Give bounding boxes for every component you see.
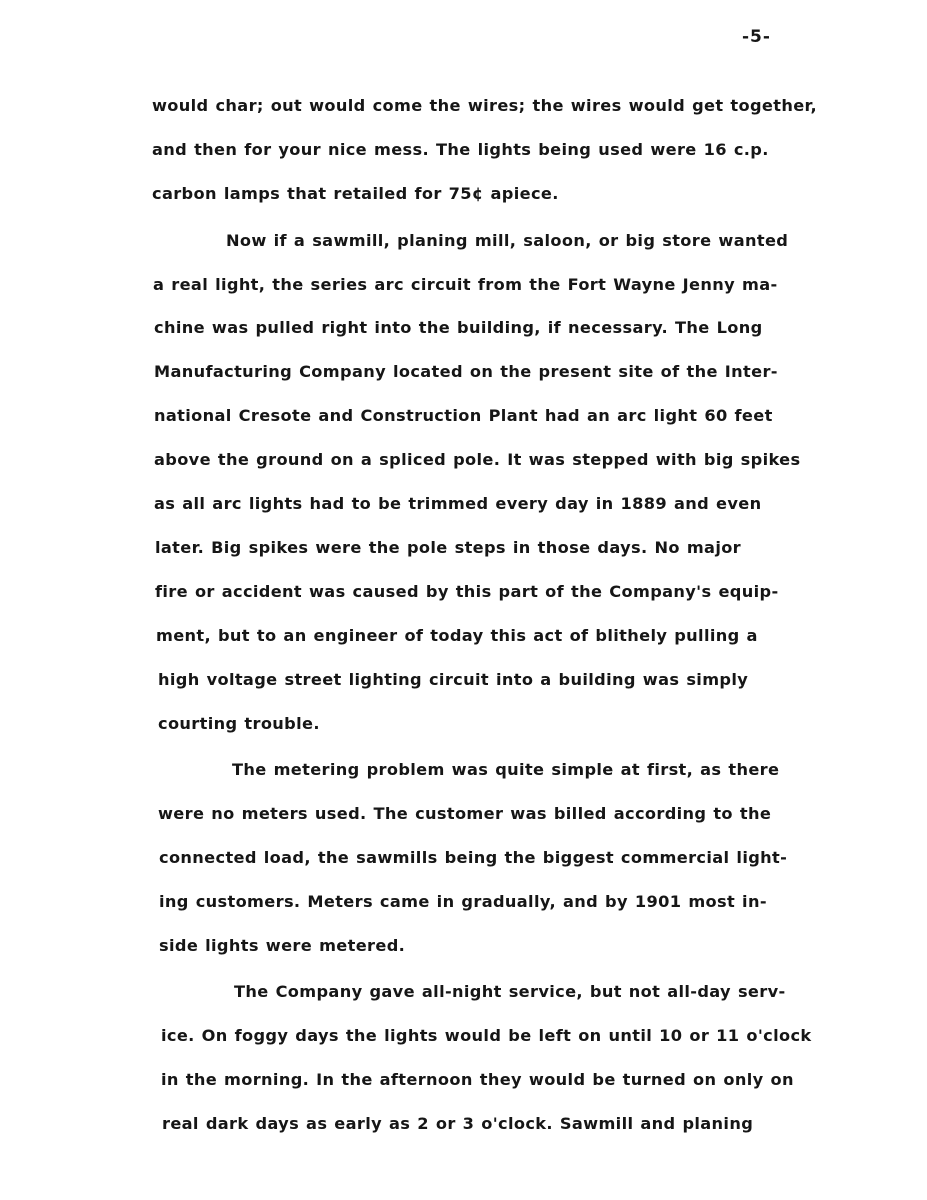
text-line: ment, but to an engineer of today this act of blithely pulling a — [156, 626, 758, 645]
text-line: as all arc lights had to be trimmed every day in 1889 and even — [154, 494, 762, 513]
paragraph-first-line: Now if a sawmill, planing mill, saloon, or big store wanted — [226, 231, 789, 250]
text-line: in the morning. In the afternoon they would be turned on only on — [161, 1070, 794, 1089]
text-line: would char; out would come the wires; the wires would get together, — [152, 96, 817, 115]
text-line: chine was pulled right into the building, if necessary. The Long — [154, 318, 763, 337]
paragraph-first-line: The metering problem was quite simple at first, as there — [232, 760, 780, 779]
text-line: a real light, the series arc circuit from the Fort Wayne Jenny ma- — [153, 275, 778, 294]
text-line: courting trouble. — [158, 714, 320, 733]
text-line: Manufacturing Company located on the present site of the Inter- — [154, 362, 778, 381]
page-number: -5- — [742, 27, 771, 47]
text-line: were no meters used. The customer was billed according to the — [158, 804, 772, 823]
text-line: side lights were metered. — [159, 936, 406, 955]
text-line: real dark days as early as 2 or 3 o'clock. Sawmill and planing — [162, 1114, 754, 1133]
paragraph-first-line: The Company gave all-night service, but not all-day serv- — [234, 982, 786, 1001]
text-line: high voltage street lighting circuit into a building was simply — [158, 670, 749, 689]
text-line: ing customers. Meters came in gradually, and by 1901 most in- — [159, 892, 767, 911]
text-line: fire or accident was caused by this part of the Company's equip- — [155, 582, 779, 601]
text-line: carbon lamps that retailed for 75¢ apiece. — [152, 184, 559, 203]
text-line: connected load, the sawmills being the biggest commercial light- — [159, 848, 788, 867]
text-line: and then for your nice mess. The lights being used were 16 c.p. — [152, 140, 769, 159]
text-line: ice. On foggy days the lights would be left on until 10 or 11 o'clock — [161, 1026, 812, 1045]
text-line: above the ground on a spliced pole. It was stepped with big spikes — [154, 450, 801, 469]
text-line: later. Big spikes were the pole steps in those days. No major — [155, 538, 742, 557]
text-line: national Cresote and Construction Plant had an arc light 60 feet — [154, 406, 773, 425]
